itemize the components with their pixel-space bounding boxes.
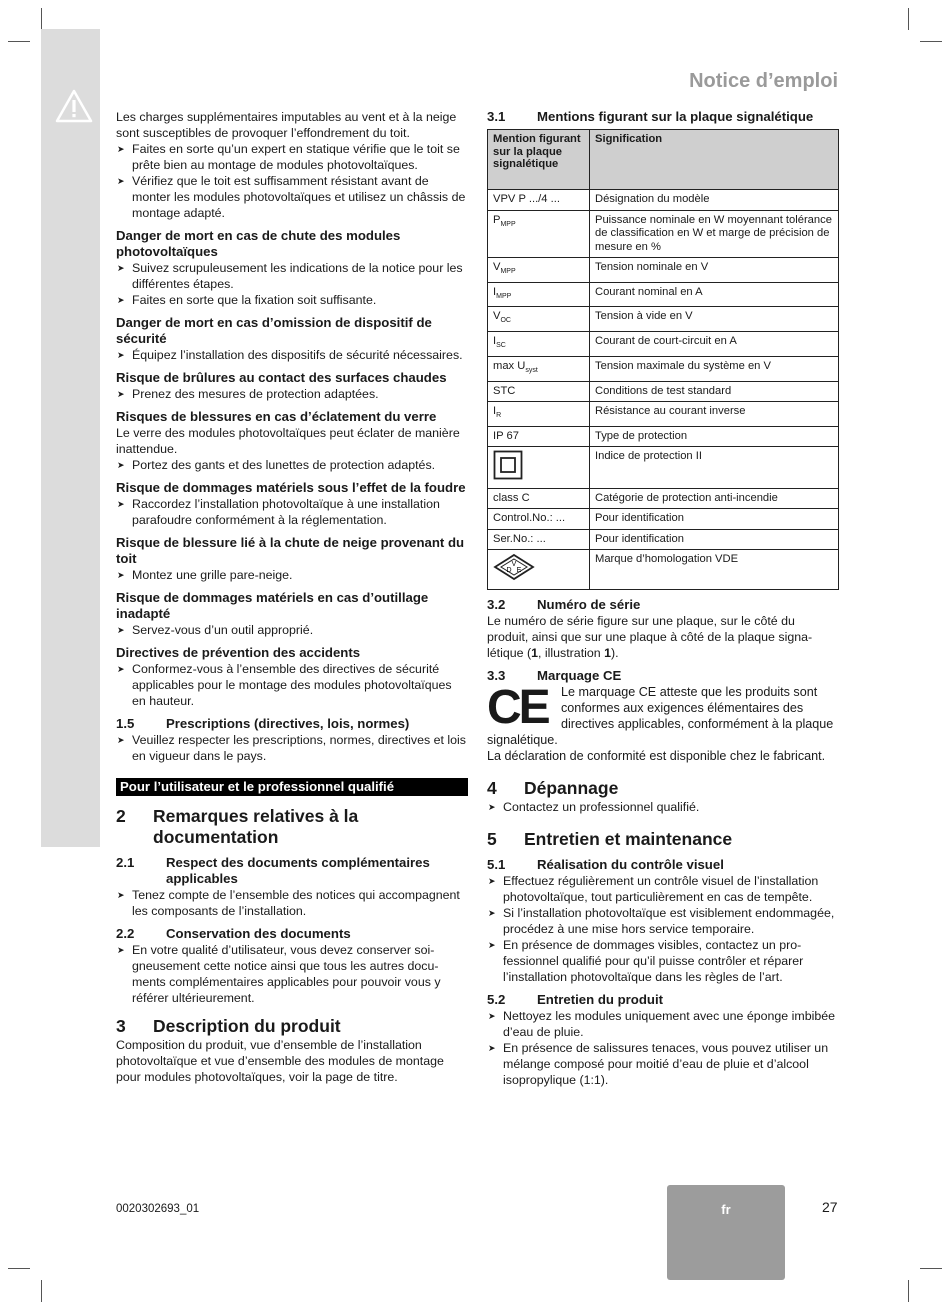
ce-block	[487, 680, 839, 764]
text-part: Le numéro de série figure sur une plaque, sur le côté du produit, ainsi que sur une plaque à côté de la plaque signalétique (	[487, 613, 813, 660]
table-row	[488, 282, 839, 307]
cell-text: V	[493, 310, 501, 323]
table-row	[488, 550, 839, 590]
warning-heading: Risque de dommages matériels sous l’effet de la foudre	[116, 480, 466, 495]
chapter-heading	[487, 829, 839, 850]
list-item: ➤ En présence de dommages visibles, contactez un professionnel qualifié pour qu’il puisse contrôler et réparer l’installation photovoltaïque dans les règles de l’art.	[487, 937, 839, 985]
cell-subscript: syst	[525, 367, 538, 375]
cell-text: Control.No.: ...	[493, 512, 566, 525]
table-header-row	[488, 130, 839, 190]
table-cell: Catégorie de protection anti-incendie	[590, 488, 839, 509]
section-heading	[487, 857, 839, 873]
list-item: ➤ Servez-vous d’un outil approprié.	[116, 622, 468, 638]
chapter-heading	[487, 778, 839, 799]
crop-mark	[8, 1268, 30, 1269]
section-heading	[116, 855, 468, 887]
chapter-title: Entretien et maintenance	[524, 828, 733, 849]
table-cell: Tension à vide en V	[590, 307, 839, 332]
warning-heading: Risque de dommages matériels en cas d’outillage inadapté	[116, 590, 429, 621]
cell-subscript: R	[496, 412, 502, 420]
section-title: Entretien du produit	[537, 991, 664, 1007]
crop-mark	[920, 1268, 942, 1269]
crop-mark	[908, 1280, 909, 1302]
list-item: ➤ Prenez des mesures de protection adaptées.	[116, 386, 468, 402]
chapter-title: Description du produit	[153, 1016, 341, 1036]
warning-heading: Danger de mort en cas de chute des modules photovoltaïques	[116, 228, 401, 259]
warning-heading: Danger de mort en cas d’omission de dispositif de sécurité	[116, 315, 432, 346]
document-number: 0020302693_01	[116, 1203, 200, 1215]
table-cell	[488, 447, 590, 489]
cell-text: I	[493, 285, 497, 298]
section-number: 3.3	[487, 667, 506, 683]
list-item: ➤ En présence de salissures tenaces, vous pouvez utiliser un mélange composé pour moitié d’eau de pluie et d’alcool isopropylique (1:1).	[487, 1040, 839, 1088]
audience-bar: Pour l’utilisateur et le professionnel qualifié	[116, 778, 468, 796]
table-row	[488, 529, 839, 550]
chapter-heading	[116, 1016, 468, 1037]
table-row	[488, 190, 839, 211]
vde-mark-icon	[493, 561, 535, 584]
section-heading	[487, 992, 839, 1008]
section-title: Mentions figurant sur la plaque signalétique	[537, 109, 814, 124]
table-cell: Type de protection	[590, 426, 839, 447]
table-row	[488, 402, 839, 427]
list-item: ➤ Tenez compte de l’ensemble des notices qui accompagnent les composants de l’installation.	[116, 887, 468, 919]
chapter-number: 3	[116, 1016, 126, 1036]
table-cell	[488, 210, 590, 258]
table-cell	[488, 426, 590, 447]
language-tab: fr	[667, 1185, 785, 1280]
table-cell: Tension maximale du système en V	[590, 356, 839, 381]
chapter-heading	[116, 806, 468, 848]
table-cell	[488, 282, 590, 307]
warning-heading: Directives de prévention des accidents	[116, 645, 361, 660]
class-ii-symbol-icon	[493, 471, 523, 483]
cell-text: VPV P .../4 ...	[493, 193, 560, 205]
section-title: Marquage CE	[537, 667, 622, 683]
table-row	[488, 210, 839, 258]
section-title: Réalisation du contrôle visuel	[537, 856, 724, 872]
table-cell	[488, 258, 590, 283]
cell-subscript: OC	[500, 317, 511, 325]
cell-text: I	[493, 335, 497, 348]
crop-mark	[41, 8, 42, 30]
table-header-cell: Signification	[590, 130, 839, 190]
chapter-title: Dépannage	[524, 777, 619, 798]
list-item: ➤ Si l’installation photovoltaïque est visiblement endommagée, procédez à une mise hors service temporaire.	[487, 905, 839, 937]
table-cell: Marque d’homologation VDE	[590, 550, 839, 590]
section-heading	[116, 716, 468, 732]
section-number: 5.2	[487, 991, 506, 1007]
cell-text: V	[493, 261, 501, 273]
section-heading	[116, 926, 468, 942]
cell-text: STC	[493, 384, 516, 397]
ce-text: Le marquage CE atteste que les produits sont conformes aux exigences élémentaires des directives applicables, conformément à la plaque signalétique.	[487, 684, 834, 747]
table-row	[488, 447, 839, 489]
warning-heading: Risque de blessure lié à la chute de neige provenant du toit	[116, 535, 465, 566]
crop-mark	[8, 41, 30, 42]
warning-triangle-icon	[55, 88, 93, 124]
list-item: ➤ En votre qualité d’utilisateur, vous devez conserver soigneusement cette notice ainsi que tous les autres documents complémentaires applicables pour pouvoir vous y référer ultérieurement.	[116, 942, 468, 1006]
text-part: , illustration	[538, 645, 605, 660]
table-cell: Résistance au courant inverse	[590, 402, 839, 427]
table-cell	[488, 509, 590, 530]
table-cell: Puissance nominale en W moyennant tolérance de classification en W et marge de précision de mesure en %	[590, 210, 839, 258]
right-column	[487, 109, 839, 1088]
cell-text: P	[493, 213, 501, 226]
list-item: ➤ Montez une grille pare-neige.	[116, 567, 468, 583]
table-cell	[488, 332, 590, 357]
table-cell: Pour identification	[590, 529, 839, 550]
table-cell: Désignation du modèle	[590, 190, 839, 211]
text-bold: 1	[531, 645, 538, 660]
table-cell	[488, 529, 590, 550]
cell-text: max U	[493, 359, 526, 372]
list-item: ➤ Contactez un professionnel qualifié.	[487, 799, 839, 815]
cell-subscript: MPP	[500, 268, 516, 276]
section-title: Conservation des documents	[166, 926, 351, 941]
section-title: Numéro de série	[537, 596, 641, 612]
table-cell	[488, 550, 590, 590]
chapter-title: Remarques relatives à la documentation	[153, 806, 359, 847]
cell-subscript: SC	[496, 342, 506, 350]
section-number: 2.1	[116, 855, 135, 870]
crop-mark	[41, 1280, 42, 1302]
crop-mark	[920, 41, 942, 42]
table-cell	[488, 190, 590, 211]
cell-text: IP 67	[493, 429, 519, 442]
list-item: ➤ Faites en sorte que la fixation soit suffisante.	[116, 292, 468, 308]
page-number: 27	[822, 1199, 838, 1215]
warning-text: Le verre des modules photovoltaïques peut éclater de manière inattendue.	[116, 426, 460, 456]
page-header-title: Notice d’emploi	[689, 70, 838, 92]
cell-text: Ser.No.: ...	[493, 532, 546, 545]
list-item: ➤ Effectuez régulièrement un contrôle visuel de l’installation photovoltaïque, tout particulièrement en cas de tempête.	[487, 873, 839, 905]
ce-text-2: La déclaration de conformité est disponible chez le fabricant.	[487, 748, 826, 763]
table-row	[488, 381, 839, 402]
table-cell: Indice de protection II	[590, 447, 839, 489]
table-cell	[488, 307, 590, 332]
svg-text:D: D	[506, 567, 512, 575]
table-row	[488, 356, 839, 381]
table-cell	[488, 488, 590, 509]
table-row	[488, 488, 839, 509]
table-row	[488, 509, 839, 530]
table-cell	[488, 356, 590, 381]
text-part: ).	[611, 645, 619, 660]
cell-subscript: MPP	[500, 220, 516, 228]
side-bar	[41, 29, 100, 847]
table-cell: Courant de court-circuit en A	[590, 332, 839, 357]
chapter-number: 5	[487, 828, 497, 849]
ce-mark-icon: CE	[487, 680, 548, 734]
table-row	[488, 258, 839, 283]
section-number: 3.2	[487, 596, 506, 612]
section-title: Respect des documents complémentaires applicables	[166, 855, 430, 886]
list-item: ➤ Suivez scrupuleusement les indications de la notice pour les différentes étapes.	[116, 260, 468, 292]
left-column	[116, 109, 468, 1085]
table-cell	[488, 402, 590, 427]
svg-text:V: V	[511, 561, 517, 569]
chapter-number: 4	[487, 777, 497, 798]
section-number: 2.2	[116, 926, 135, 941]
warning-heading: Risque de brûlures au contact des surfaces chaudes	[116, 370, 447, 385]
list-item: ➤ Veuillez respecter les prescriptions, normes, directives et lois en vigueur dans le pays.	[116, 732, 468, 764]
svg-text:E: E	[516, 567, 522, 575]
crop-mark	[908, 8, 909, 30]
cell-subscript: MPP	[496, 292, 512, 300]
table-cell: Courant nominal en A	[590, 282, 839, 307]
list-item: ➤ Vérifiez que le toit est suffisamment résistant avant de monter les modules photovoltaïques et utilisez un châssis de montage adapté.	[116, 173, 468, 221]
list-item: ➤ Nettoyez les modules uniquement avec une éponge imbibée d’eau de pluie.	[487, 1008, 839, 1040]
section-heading	[487, 109, 839, 125]
list-item: ➤ Portez des gants et des lunettes de protection adaptés.	[116, 457, 468, 473]
list-item: ➤ Équipez l’installation des dispositifs de sécurité nécessaires.	[116, 347, 468, 363]
section-number: 1.5	[116, 716, 135, 731]
section-number: 5.1	[487, 856, 506, 872]
table-cell	[488, 381, 590, 402]
cell-text: class C	[493, 491, 530, 504]
intro-text: Les charges supplémentaires imputables au vent et à la neige sont susceptibles de provoquer l’effondrement du toit.	[116, 110, 457, 140]
table-cell: Conditions de test standard	[590, 381, 839, 402]
list-item: ➤ Raccordez l’installation photovoltaïque à une installation parafoudre conformément à la réglementation.	[116, 496, 468, 528]
cell-text: I	[493, 405, 497, 418]
table-header-cell: Mention figurant sur la plaque signalétique	[488, 130, 590, 190]
section-number: 3.1	[487, 109, 506, 124]
body-text: Composition du produit, vue d’ensemble de l’installation photovoltaïque et vue d’ensemble des modules de montage pour modules photovoltaïques, voir la page de titre.	[116, 1038, 444, 1084]
text-bold: 1	[604, 645, 612, 660]
section-title: Prescriptions (directives, lois, normes)	[166, 716, 410, 731]
table-row	[488, 332, 839, 357]
table-cell: Pour identification	[590, 509, 839, 530]
body-text	[487, 613, 839, 661]
data-plate-table	[487, 129, 839, 590]
table-row	[488, 307, 839, 332]
list-item: ➤ Conformez-vous à l’ensemble des directives de sécurité applicables pour le montage des modules photovoltaïques en hauteur.	[116, 661, 468, 709]
chapter-number: 2	[116, 806, 126, 826]
warning-heading: Risques de blessures en cas d’éclatement du verre	[116, 409, 437, 424]
table-row	[488, 426, 839, 447]
list-item: ➤ Faites en sorte qu’un expert en statique vérifie que le toit se prête bien au montage de modules photovoltaïques.	[116, 141, 468, 173]
section-heading	[487, 597, 839, 613]
table-cell: Tension nominale en V	[590, 258, 839, 283]
